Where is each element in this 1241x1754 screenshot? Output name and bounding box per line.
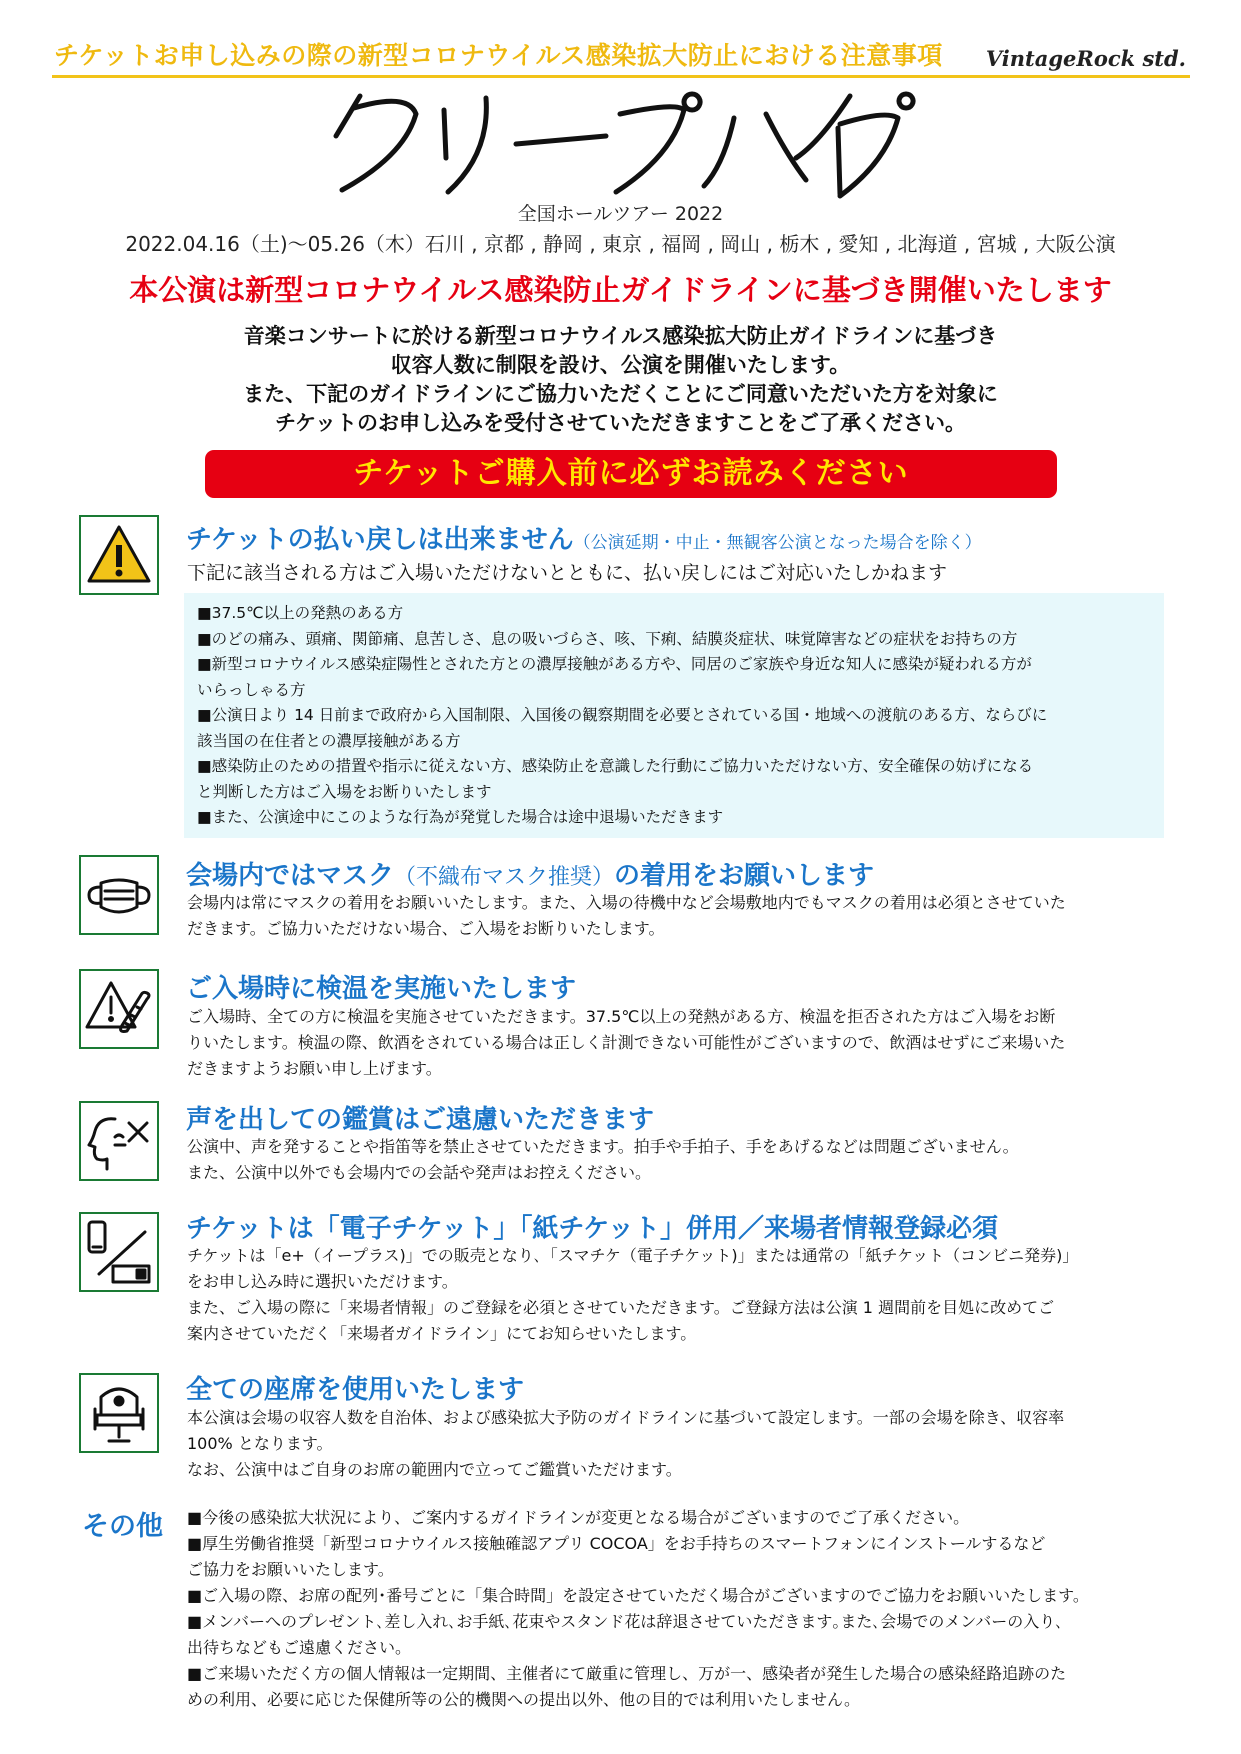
voice-section-title: 声を出しての鑑賞はご遠慮いただきます xyxy=(186,1105,655,1135)
list-item: めの利用、必要に応じた保健所等の公的機関への提出以外、他の目的では利用いたしません。 xyxy=(187,1690,860,1709)
tour-name: 全国ホールツアー 2022 xyxy=(517,203,724,225)
body-line: 会場内は常にマスクの着用をお願いいたします。また、入場の待機中など会場敷地内でもマスクの着用は必須とさせていた xyxy=(187,893,1066,912)
seats-body xyxy=(187,1405,1167,1483)
refund-conditions-box xyxy=(184,593,1164,838)
body-line: また、公演中以外でも会場内での会話や発声はお控えください。 xyxy=(187,1163,652,1182)
list-item: ■ご入場の際、お席の配列･番号ごとに「集合時間」を設定させていただく場合がございますのでご協力をお願いいたします。 xyxy=(187,1586,1089,1605)
list-item: ■今後の感染拡大状況により、ご案内するガイドラインが変更となる場合がございますのでご了承ください。 xyxy=(187,1508,970,1527)
body-line: だきます。ご協力いただけない場合、ご入場をお断りいたします。 xyxy=(187,919,665,938)
warning-icon xyxy=(79,515,159,595)
body-line: なお、公演中はご自身のお席の範囲内で立ってご鑑賞いただけます。 xyxy=(187,1460,682,1479)
refund-section-title xyxy=(186,519,982,556)
list-item: 該当国の在住者との濃厚接触がある方 xyxy=(197,731,461,750)
list-item: ご協力をお願いいたします。 xyxy=(187,1560,394,1579)
ticket-section-title: チケットは「電子チケット」「紙チケット」併用／来場者情報登録必須 xyxy=(186,1214,998,1244)
tour-dates: 2022.04.16（土)〜05.26（木）石川 , 京都 , 静岡 , 東京 , 福岡 , 岡山 , 栃木 , 愛知 , 北海道 , 宮城 , 大阪公演 xyxy=(125,232,1116,256)
list-item: ■厚生労働省推奨「新型コロナウイルス接触確認アプリ COCOA」をお手持ちのスマートフォンにインストールするなど xyxy=(187,1534,1046,1553)
mask-title-b: （不織布マスク推奨） xyxy=(394,865,615,890)
temperature-section-title: ご入場時に検温を実施いたします xyxy=(186,974,577,1004)
no-talking-icon xyxy=(79,1101,159,1181)
intro-line: 音楽コンサートに於ける新型コロナウイルス感染拡大防止ガイドラインに基づき xyxy=(243,324,998,348)
body-line: ご入場時、全ての方に検温を実施させていただきます。37.5℃以上の発熱がある方、検温を拒否された方はご入場をお断 xyxy=(187,1007,1056,1026)
other-section-label: その他 xyxy=(82,1511,163,1542)
seats-section-title: 全ての座席を使用いたします xyxy=(186,1375,525,1405)
headline: 本公演は新型コロナウイルス感染防止ガイドラインに基づき開催いたします xyxy=(129,273,1112,307)
body-line: だきますようお願い申し上げます。 xyxy=(187,1059,442,1078)
body-line: をお申し込み時に選択いただけます。 xyxy=(187,1272,458,1291)
body-line: 公演中、声を発することや指笛等を禁止させていただきます。拍手や手拍子、手をあげるなどは問題ございません。 xyxy=(187,1137,1019,1156)
intro-text xyxy=(0,322,1241,438)
refund-title: チケットの払い戻しは出来ません xyxy=(186,525,574,555)
intro-line: 収容人数に制限を設け、公演を開催いたします。 xyxy=(390,353,851,377)
other-body xyxy=(187,1505,1167,1713)
list-item: ■また、公演途中にこのような行為が発覚した場合は途中退場いただきます xyxy=(197,808,724,826)
header-title: チケットお申し込みの際の新型コロナウイルス感染拡大防止における注意事項 xyxy=(54,41,943,70)
mask-icon xyxy=(79,855,159,935)
ticket-types-icon xyxy=(79,1212,159,1292)
mask-section-title xyxy=(186,855,874,892)
band-logo xyxy=(320,84,920,200)
brand-logo: VintageRock std. xyxy=(985,46,1186,71)
voice-body xyxy=(187,1134,1167,1186)
mask-title-a: 会場内ではマスク xyxy=(186,861,395,891)
list-item: ■ご来場いただく方の個人情報は一定期間、主催者にて厳重に管理し、万が一、感染者が発生した場合の感染経路追跡のた xyxy=(187,1664,1067,1683)
body-line: りいたします。検温の際、飲酒をされている場合は正しく計測できない可能性がございますので、飲酒はせずにご来場いた xyxy=(187,1033,1066,1052)
list-item: ■のどの痛み、頭痛、関節痛、息苦しさ、息の吸いづらさ、咳、下痢、結膜炎症状、味覚障害などの症状をお持ちの方 xyxy=(197,629,1018,648)
body-line: 100% となります。 xyxy=(187,1434,333,1453)
body-line: 本公演は会場の収容人数を自治体、および感染拡大予防のガイドラインに基づいて設定します。一部の会場を除き、収容率 xyxy=(187,1408,1065,1427)
list-item: と判断した方はご入場をお断りいたします xyxy=(197,782,492,801)
body-line: 案内させていただく「来場者ガイドライン」にてお知らせいたします。 xyxy=(187,1324,697,1343)
list-item: ■公演日より 14 日前まで政府から入国制限、入国後の観察期間を必要とされている国・地域への渡航のある方、ならびに xyxy=(197,706,1048,724)
list-item: ■37.5℃以上の発熱のある方 xyxy=(197,604,404,622)
list-item: ■感染防止のための措置や指示に従えない方、感染防止を意識した行動にご協力いただけない方、安全確保の妨げになる xyxy=(197,757,1034,775)
seat-icon xyxy=(79,1373,159,1453)
read-before-purchase-banner: チケットご購入前に必ずお読みください xyxy=(205,450,1057,498)
thermometer-icon xyxy=(79,969,159,1049)
body-line: また、ご入場の際に「来場者情報」のご登録を必須とさせていただきます。ご登録方法は公演 1 週間前を目処に改めてご xyxy=(187,1298,1055,1317)
list-item: 出待ちなどもご遠慮ください。 xyxy=(187,1638,412,1657)
body-line: チケットは「e+（イープラス)」での販売となり､「スマチケ（電子チケット)」または通常の「紙チケット（コンビニ発券)」 xyxy=(187,1246,1079,1265)
refund-subtitle: 下記に該当される方はご入場いただけないとともに、払い戻しにはご対応いたしかねます xyxy=(187,562,948,584)
refund-title-note: （公演延期・中止・無観客公演となった場合を除く） xyxy=(573,533,982,553)
list-item: ■メンバーへのプレゼント､差し入れ､お手紙､花束やスタンド花は辞退させていただきます｡また､会場でのメンバーの入り､ xyxy=(187,1612,1064,1631)
intro-line: チケットのお申し込みを受付させていただきますことをご了承ください。 xyxy=(274,411,967,435)
list-item: ■新型コロナウイルス感染症陽性とされた方との濃厚接触がある方や、同居のご家族や身近な知人に感染が疑われる方が xyxy=(197,655,1032,673)
mask-body xyxy=(187,890,1167,942)
intro-line: また、下記のガイドラインにご協力いただくことにご同意いただいた方を対象に xyxy=(243,382,998,406)
header-bar xyxy=(52,34,1190,78)
temperature-body xyxy=(187,1004,1167,1082)
mask-title-c: の着用をお願いします xyxy=(614,861,875,891)
ticket-body xyxy=(187,1243,1167,1347)
list-item: いらっしゃる方 xyxy=(197,680,306,699)
